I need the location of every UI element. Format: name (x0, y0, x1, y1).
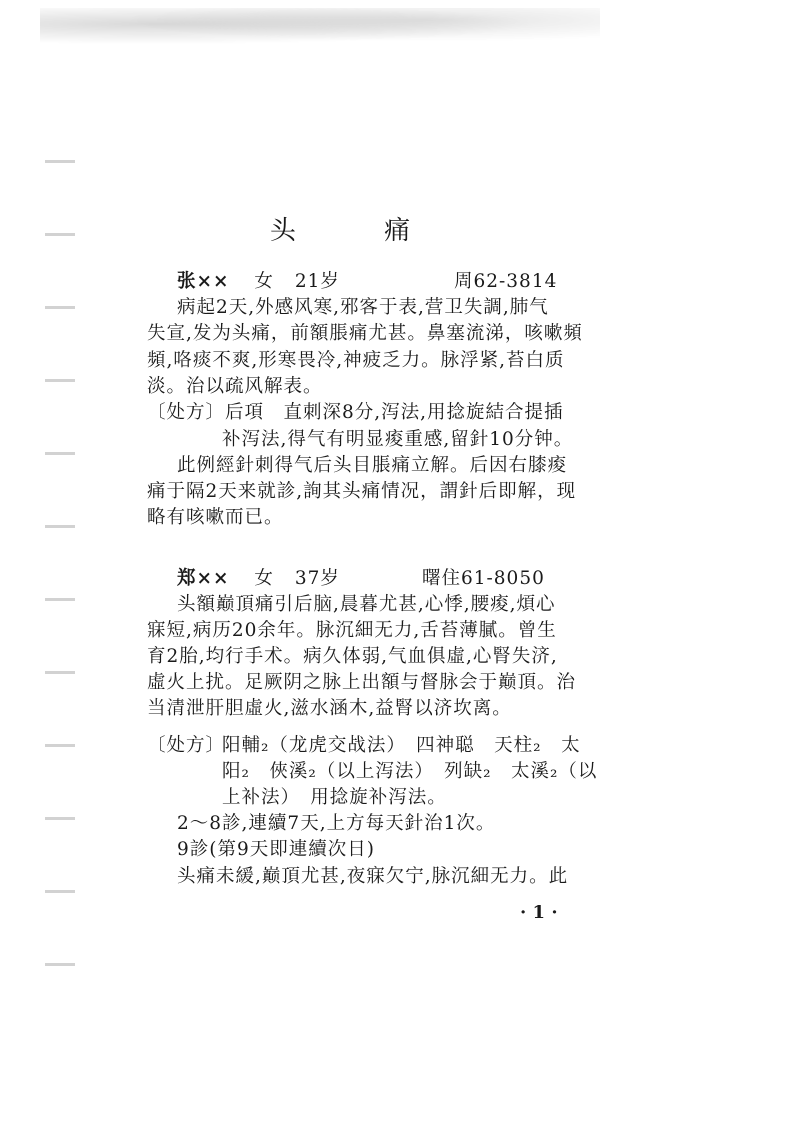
patient-id: 周62-3814 (454, 271, 558, 292)
patient-name: 郑×× (177, 568, 230, 589)
text-line: 育2胎,均行手术。病久体弱,气血俱虛,心腎失济, (147, 646, 558, 667)
patient-name: 张×× (177, 271, 230, 292)
prescription-label: 〔处方〕 (147, 735, 226, 756)
page-title: 头 痛 (269, 216, 451, 246)
prescription-line: 阳₂ 俠溪₂（以上泻法） 列缺₂ 太溪₂（以 (222, 761, 598, 782)
patient-age: 37岁 (294, 568, 340, 589)
text-line: 头痛未緩,巅頂尤甚,夜寐欠宁,脉沉細无力。此 (177, 866, 569, 887)
text-line: 2～8診,連續7天,上方每天針治1次。 (177, 813, 496, 834)
text-line: 頻,咯痰不爽,形寒畏冷,神疲乏力。脉浮紧,苔白质 (147, 350, 565, 371)
text-line: 病起2天,外感风寒,邪客于表,营卫失調,肺气 (177, 297, 549, 318)
text-line: 虛火上扰。足厥阴之脉上出額与督脉会于巅頂。治 (147, 672, 577, 693)
patient-sex: 女 (254, 271, 274, 292)
scan-noise-top (40, 8, 600, 48)
text-line: 淡。治以疏风解表。 (147, 376, 323, 397)
prescription-line: 上补法） 用捻旋补泻法。 (222, 787, 447, 808)
case-1-header (177, 271, 558, 293)
prescription-line: 阳輔₂（龙虎交战法） 四神聪 天柱₂ 太 (222, 735, 581, 756)
prescription-line: 补泻法,得气有明显痠重感,留針10分钟。 (222, 429, 574, 450)
case-2-header (177, 568, 545, 590)
patient-age: 21岁 (294, 271, 340, 292)
text-line: 略有咳嗽而已。 (147, 507, 284, 528)
text-line: 寐短,病历20余年。脉沉細无力,舌苔薄膩。曾生 (147, 620, 557, 641)
prescription-label: 〔处方〕 (147, 402, 226, 423)
page-number: · 1 · (520, 902, 558, 923)
text-line: 痛于隔2天来就診,詢其头痛情况，謂針后即解，现 (147, 481, 577, 502)
text-line: 此例經針刺得气后头目脹痛立解。后因右膝痠 (177, 455, 568, 476)
prescription-line: 后項 直刺深8分,泻法,用捻旋結合提插 (225, 402, 564, 423)
text-line: 9診(第9天即連續次日) (177, 839, 375, 860)
text-line: 头額巅頂痛引后脑,晨暮尤甚,心悸,腰痠,煩心 (177, 594, 556, 615)
text-line: 当清泄肝胆虛火,滋水涵木,益腎以济坎离。 (147, 698, 512, 719)
patient-sex: 女 (254, 568, 274, 589)
text-line: 失宣,发为头痛，前額脹痛尤甚。鼻塞流涕，咳嗽頻 (147, 323, 583, 344)
patient-id: 曙住61-8050 (422, 568, 545, 589)
